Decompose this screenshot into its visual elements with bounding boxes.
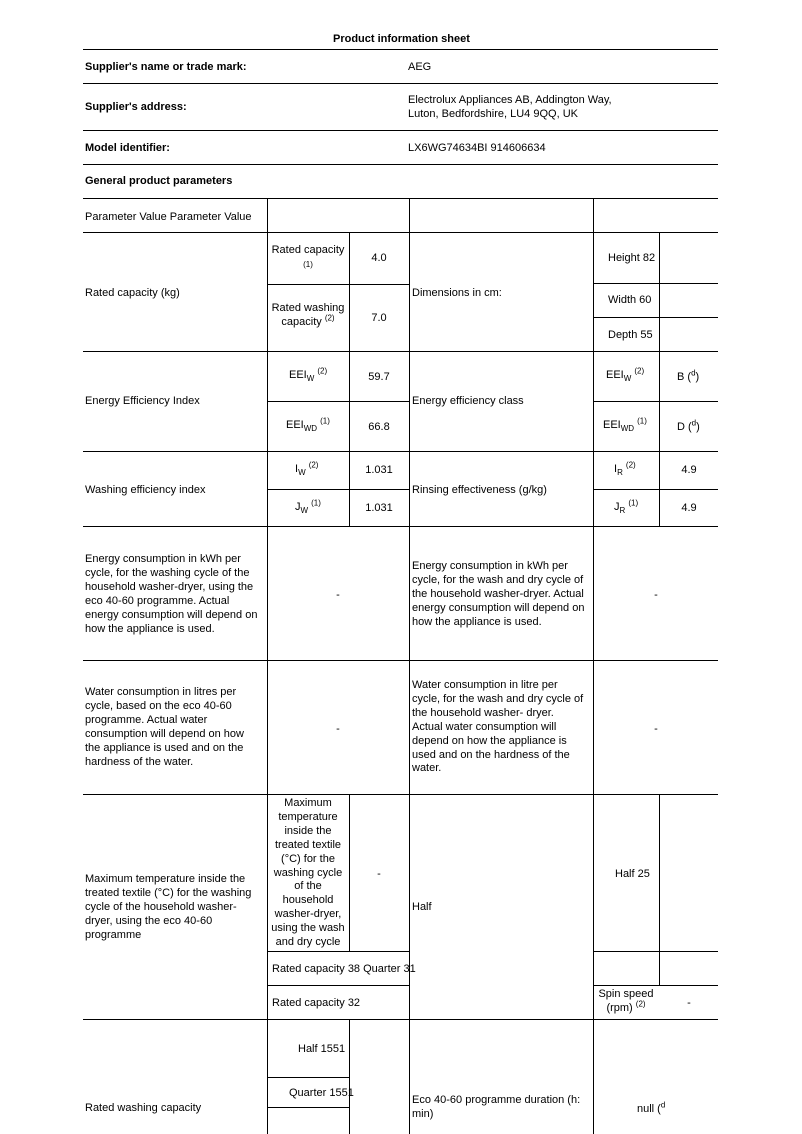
rated-washing-half: Half 1551 — [298, 1043, 346, 1055]
supplier-address-value: Electrolux Appliances AB, Addington Way, Luton, Bedfordshire, LU4 9QQ, UK — [408, 94, 612, 120]
water-consumption-wash-dry-value: - — [654, 723, 658, 735]
table-rule — [267, 1107, 349, 1108]
jw: $J_W$ $^{(1)}$ — [295, 498, 321, 516]
jr-value: 4.9 — [681, 502, 697, 514]
energy-consumption-washing-value: - — [336, 589, 340, 601]
energy-consumption-washing-label: Energy consumption in kWh per cycle, for the washing cycle of the household washer-dryer, using the eco 40-60 programme. Actual energy consumption will depend on how the appliance is used. — [85, 553, 258, 635]
rinsing-label: Rinsing effectiveness (g/kg) — [412, 484, 547, 496]
depth-value: Depth 55 — [608, 329, 653, 341]
eei-label: Energy Efficiency Index — [85, 395, 200, 407]
general-heading: General product parameters — [85, 175, 233, 187]
energy-consumption-wash-dry-value: - — [654, 589, 658, 601]
water-consumption-wash-dry-label: Water consumption in litre per cycle, for the wash and dry cycle of the household washer- dryer. Actual water consumption will depend on how the appliance is used and on the hardness of the water. — [412, 679, 584, 775]
table-rule — [593, 317, 718, 318]
table-rule — [83, 660, 718, 661]
table-rule — [83, 351, 718, 352]
programme-duration-label: Eco 40-60 programme duration (h: min) — [412, 1094, 581, 1120]
washing-efficiency-label: Washing efficiency index — [85, 484, 206, 496]
rated-capacity-label: Rated capacity (kg) — [85, 287, 180, 299]
rated-washing-capacity-value: 7.0 — [371, 312, 387, 324]
page-title: Product information sheet — [333, 33, 470, 45]
table-rule — [267, 401, 409, 402]
table-rule — [267, 284, 409, 285]
programme-duration-value: null ($^d$ — [637, 1100, 666, 1115]
table-rule — [83, 232, 718, 233]
table-column-rule — [659, 794, 660, 985]
model-label: Model identifier: — [85, 142, 170, 154]
model-value: LX6WG74634BI 914606634 — [408, 142, 546, 154]
jw-value: 1.031 — [365, 502, 393, 514]
water-consumption-washing-value: - — [336, 723, 340, 735]
max-temperature-label: Maximum temperature inside the treated textile (°C) for the washing cycle of the household washer- dryer, using the eco 40-60 programme — [85, 873, 252, 941]
divider — [83, 49, 718, 50]
divider — [83, 130, 718, 131]
eei-wd: $EEI_{WD}$ $^{(1)}$ — [286, 416, 330, 434]
dimensions-label: Dimensions in cm: — [412, 287, 502, 299]
divider — [83, 83, 718, 84]
half-25-value: Half 25 — [615, 868, 650, 880]
iw: $I_W$ $^{(2)}$ — [295, 460, 319, 478]
height-value: Height 82 — [608, 252, 656, 264]
class-eei-w: $EEI_W$ $^{(2)}$ — [606, 366, 645, 384]
table-rule — [267, 951, 409, 952]
eei-wd-value: 66.8 — [368, 421, 390, 433]
water-consumption-washing-label: Water consumption in litres per cycle, based on the eco 40-60 programme. Actual water consumption will depend on how the appliance is used and on the hardness of the water. — [85, 686, 244, 768]
table-rule — [593, 985, 718, 986]
ir-value: 4.9 — [681, 464, 697, 476]
table-header: Parameter Value Parameter Value — [85, 211, 252, 223]
table-rule — [593, 489, 718, 490]
jr: $J_R$ $^{(1)}$ — [614, 498, 639, 516]
table-rule — [267, 489, 409, 490]
eei-w-value: 59.7 — [368, 371, 390, 383]
class-eei-wd-value: D ($^d$) — [677, 418, 700, 433]
half-label: Half — [412, 901, 432, 913]
width-value: Width 60 — [608, 294, 652, 306]
rated-capacity-value: 4.0 — [371, 252, 387, 264]
table-rule — [83, 1019, 718, 1020]
table-rule — [83, 526, 718, 527]
supplier-name-label: Supplier's name or trade mark: — [85, 61, 247, 73]
supplier-name-value: AEG — [408, 61, 432, 73]
table-rule — [267, 1077, 349, 1078]
rated-washing-capacity-label: Rated washing capacity — [85, 1102, 202, 1114]
table-rule — [267, 985, 409, 986]
table-rule — [593, 283, 718, 284]
rated-washing-capacity-sub2: Rated washing capacity $^{(2)}$ — [271, 302, 345, 328]
supplier-address-label: Supplier's address: — [85, 101, 187, 113]
ir: $I_R$ $^{(2)}$ — [614, 460, 636, 478]
energy-class-label: Energy efficiency class — [412, 395, 524, 407]
table-rule — [83, 451, 718, 452]
rated-washing-quarter: Quarter 1551 — [289, 1087, 354, 1099]
divider — [83, 164, 718, 165]
table-rule — [593, 401, 718, 402]
table-column-rule — [267, 198, 268, 1134]
table-rule — [593, 951, 718, 952]
table-column-rule — [659, 232, 660, 526]
max-temperature-wash-dry-label: Maximum temperature inside the treated textile (°C) for the washing cycle of the household washer-dryer, using the wash and dry cycle — [271, 797, 345, 949]
eei-w: $EEI_W$ $^{(2)}$ — [289, 366, 328, 384]
energy-consumption-wash-dry-label: Energy consumption in kWh per cycle, for the wash and dry cycle of the household washer-dryer. Actual energy consumption will depend on how the appliance is used. — [412, 560, 585, 628]
class-eei-w-value: B ($^d$) — [677, 368, 700, 383]
class-eei-wd: $EEI_{WD}$ $^{(1)}$ — [603, 416, 647, 434]
table-column-rule — [349, 1019, 350, 1134]
rated-capacity-sub1: Rated capacity (1) — [271, 244, 345, 269]
iw-value: 1.031 — [365, 464, 393, 476]
rated-capacity-quarter: Rated capacity 38 Quarter 31 — [272, 963, 416, 975]
max-temperature-wash-dry-value: - — [377, 868, 381, 880]
rated-capacity-32: Rated capacity 32 — [272, 997, 361, 1009]
table-rule — [83, 794, 718, 795]
table-column-rule — [409, 198, 410, 1134]
spin-speed-label: Spin speed (rpm) $^{(2)}$ — [598, 988, 654, 1014]
spin-speed-value: - — [687, 997, 691, 1009]
table-rule — [83, 198, 718, 199]
